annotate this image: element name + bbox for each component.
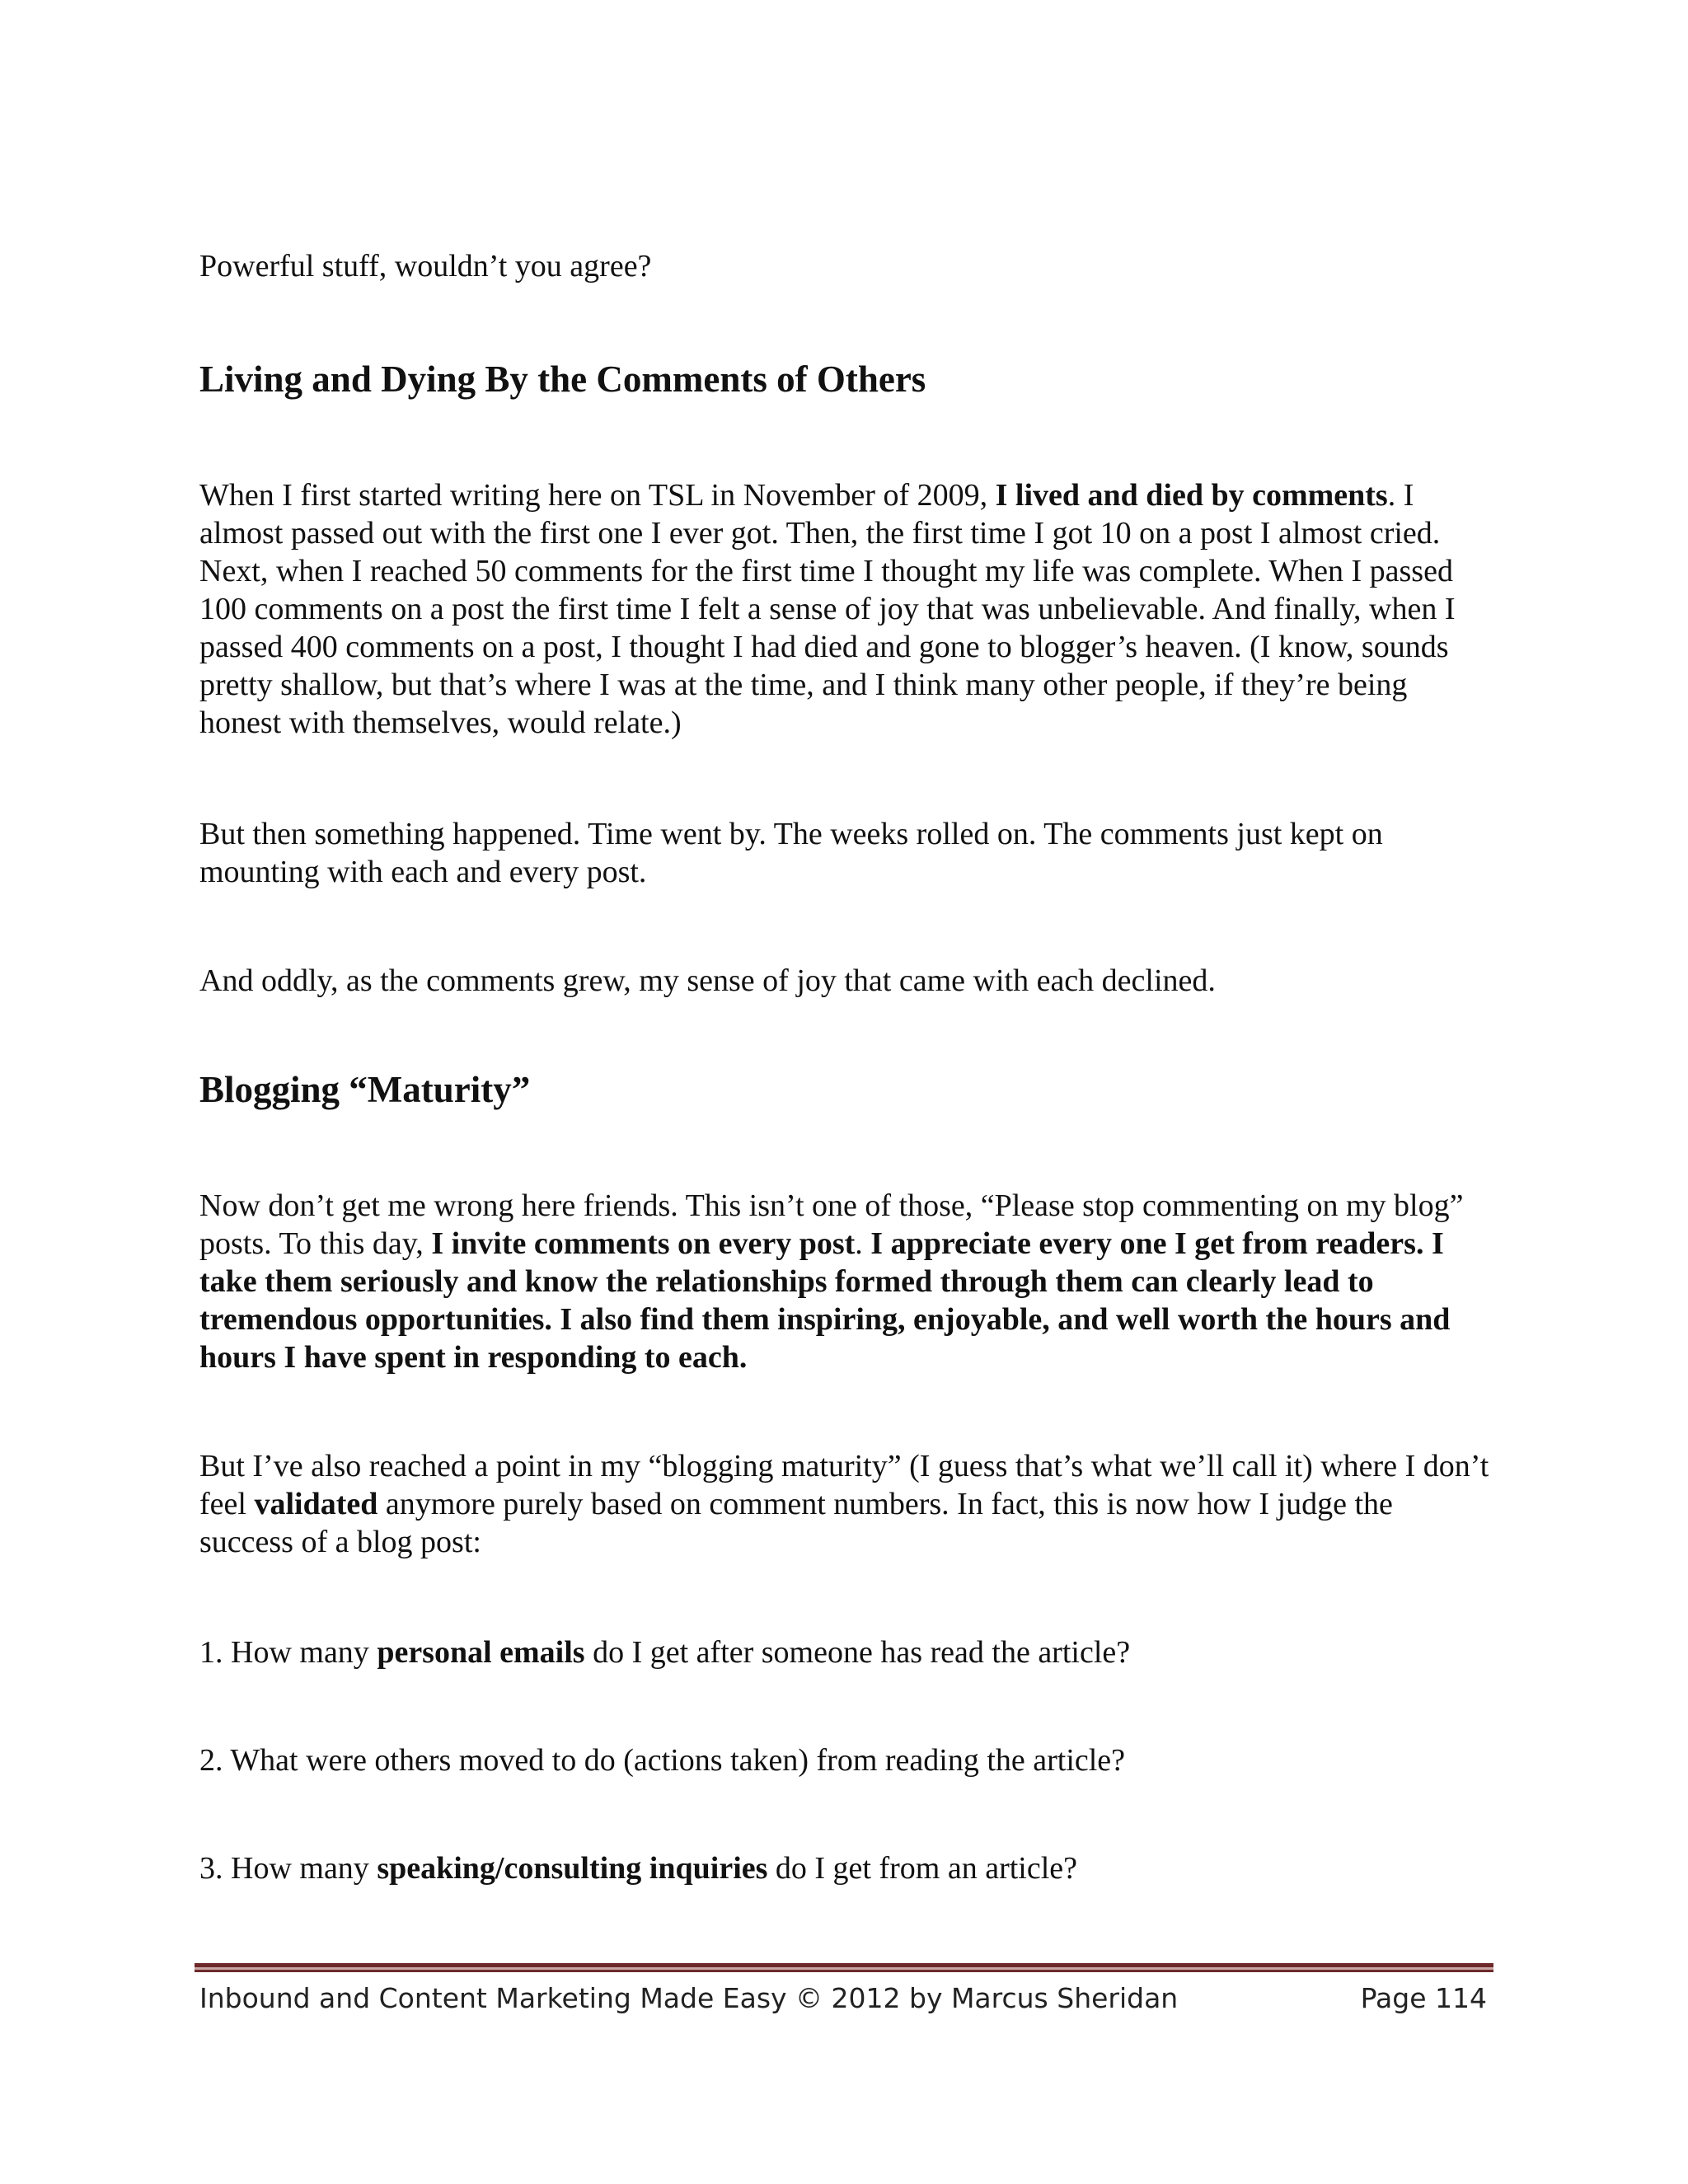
text-run: Now don’t get me wrong here friends. This isn’t one of those, “Please stop commenting on my blog” posts. To this day, xyxy=(199,1188,1464,1261)
footer-copyright: Inbound and Content Marketing Made Easy © 2012 by Marcus Sheridan xyxy=(199,1982,1179,2014)
paragraph-something-happened: But then something happened. Time went by. The weeks rolled on. The comments just kept on mounting with each and every post. xyxy=(199,817,1383,889)
page-footer xyxy=(199,1978,1487,2019)
list-item xyxy=(199,1633,1493,1671)
text-run: When I first started writing here on TSL in November of 2009, xyxy=(199,478,996,513)
text-run: 2. What were others moved to do (actions taken) from reading the article? xyxy=(199,1743,1126,1778)
intro-paragraph: Powerful stuff, wouldn’t you agree? xyxy=(199,249,652,284)
section-heading-living-and-dying: Living and Dying By the Comments of Others xyxy=(199,359,926,400)
paragraph-dont-get-me-wrong xyxy=(199,1187,1493,1376)
text-run: . xyxy=(855,1226,871,1261)
text-run: anymore purely based on comment numbers. In fact, this is now how I judge the success of a blog post: xyxy=(199,1487,1393,1559)
bold-text-run: I appreciate every one I get from readers. I take them seriously and know the relationships formed through them can clearly lead to tremendous opportunities. I also find them inspiring, enjoyable, and well worth the hours and hours I have spent in responding to each. xyxy=(199,1226,1451,1375)
paragraph-blogging-maturity xyxy=(199,1447,1493,1561)
list-item xyxy=(199,1741,1493,1779)
text-run: 1. How many xyxy=(199,1635,377,1670)
page-number: Page 114 xyxy=(1360,1982,1487,2014)
paragraph-oddly: And oddly, as the comments grew, my sense of joy that came with each declined. xyxy=(199,963,1216,998)
text-run: do I get after someone has read the article? xyxy=(584,1635,1131,1670)
bold-text-run: I lived and died by comments xyxy=(995,478,1388,513)
text-run: But I’ve also reached a point in my “blogging maturity” (I guess that’s what we’ll call it) where I don’t feel xyxy=(199,1449,1489,1521)
bold-text-run: validated xyxy=(254,1487,378,1521)
bold-text-run: personal emails xyxy=(377,1635,585,1670)
footer-divider xyxy=(195,1963,1493,1972)
list-item xyxy=(199,1849,1493,1887)
paragraph-first-started xyxy=(199,476,1493,742)
text-run: 3. How many xyxy=(199,1851,377,1886)
section-heading-blogging-maturity: Blogging “Maturity” xyxy=(199,1069,531,1110)
bold-text-run: speaking/consulting inquiries xyxy=(377,1851,768,1886)
text-run: . I almost passed out with the first one I ever got. Then, the first time I got 10 on a post I almost cried. Next, when I reached 50 comments for the first time I thought my life was complete. When I passed 100 comments on a post the first time I felt a sense of joy that was unbelievable. And finally, when I passed 400 comments on a post, I thought I had died and gone to blogger’s heaven. (I know, sounds pretty shallow, but that’s where I was at the time, and I think many other people, if they’re being honest with themselves, would relate.) xyxy=(199,478,1456,740)
text-run: do I get from an article? xyxy=(767,1851,1078,1886)
bold-text-run: I invite comments on every post xyxy=(431,1226,856,1261)
